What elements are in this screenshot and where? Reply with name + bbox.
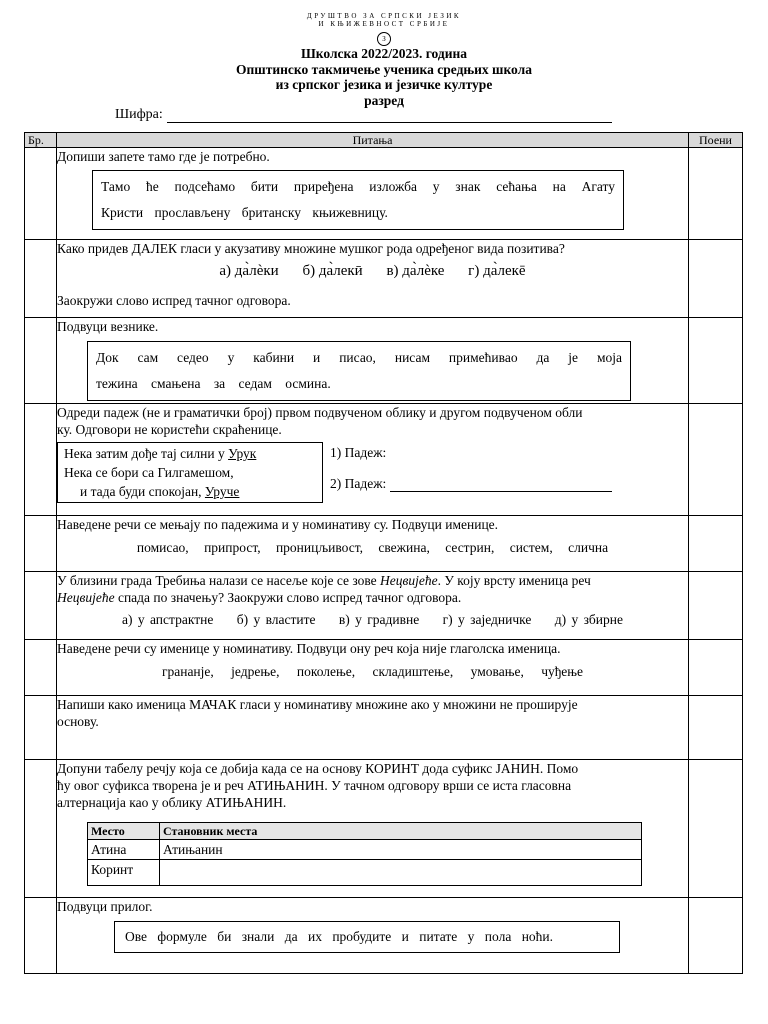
q7-prompt: Наведене речи су именице у номинативу. Подвуци ону реч која није глаголска именица. <box>57 641 561 656</box>
question-row-3 <box>25 318 743 404</box>
q9-row1-resident: Атињанин <box>160 840 642 860</box>
points-cell[interactable] <box>689 240 743 318</box>
q4-answer1-label: 1) Падеж: <box>330 445 387 460</box>
number-cell <box>25 516 57 572</box>
points-cell[interactable] <box>689 760 743 898</box>
q9-prompt-line3: алтернација као у облику АТИЊАНИН. <box>57 795 287 810</box>
title-school-year: Школска 2022/2023. година <box>300 46 468 61</box>
q2-options <box>57 263 688 280</box>
q8-prompt-line2: основу. <box>57 714 99 729</box>
q7-word[interactable]: складиштење, <box>372 664 454 679</box>
points-cell[interactable] <box>689 898 743 974</box>
q4-answer2-label: 2) Падеж: <box>330 476 387 491</box>
question-cell-2 <box>57 240 689 318</box>
q5-word[interactable]: помисао, <box>136 540 189 555</box>
question-row-7 <box>25 640 743 696</box>
q4-verse1: Нека затим дође тај силни у <box>64 446 229 461</box>
q6-prompt-text: спада по значењу? Заокружи слово испред тачног одговора. <box>114 590 462 605</box>
q6-prompt-text: . У коју врсту именица реч <box>437 573 591 588</box>
col-header-questions: Питања <box>57 133 689 148</box>
title-grade: разред <box>364 92 404 108</box>
q2-note: Заокружи слово испред тачног одговора. <box>57 293 291 308</box>
q3-prompt: Подвуци везнике. <box>57 319 159 334</box>
q6-option-b[interactable]: б) у властите <box>236 612 316 627</box>
q3-box-line2: тежина смањена за седам осмина. <box>96 376 331 391</box>
code-line <box>115 107 612 123</box>
q6-prompt-line1 <box>57 572 688 589</box>
question-cell-10 <box>57 898 689 974</box>
number-cell <box>25 760 57 898</box>
page-header <box>0 12 768 108</box>
q10-text-box[interactable] <box>114 921 620 953</box>
q6-place-name: Нецвијеће <box>57 590 115 605</box>
q6-option-c[interactable]: в) у градивне <box>338 612 420 627</box>
question-row-6 <box>25 572 743 640</box>
q2-prompt: Како придев ДАЛЕК гласи у акузативу множине мушког рода одређеног вида позитива? <box>57 241 565 256</box>
question-row-4 <box>25 404 743 516</box>
q6-options <box>57 611 688 628</box>
points-cell[interactable] <box>689 404 743 516</box>
q2-option-d[interactable]: г) да̀лекē <box>468 263 526 279</box>
q9-row2-place: Коринт <box>88 860 160 886</box>
number-cell <box>25 404 57 516</box>
q1-prompt: Допиши запете тамо где је потребно. <box>57 149 270 164</box>
q1-box-line2: Кристи прослављену британску књижевницу. <box>101 205 388 220</box>
question-cell-5 <box>57 516 689 572</box>
question-row-9 <box>25 760 743 898</box>
code-blank[interactable] <box>167 109 612 123</box>
q7-word[interactable]: грананје, <box>161 664 214 679</box>
q4-prompt-line1: Одреди падеж (не и граматички број) првом подвученом облику и другом подвученом обли <box>57 405 583 420</box>
q5-word[interactable]: систем, <box>509 540 553 555</box>
q9-row1-place: Атина <box>88 840 160 860</box>
q7-word[interactable]: поколење, <box>296 664 356 679</box>
number-cell <box>25 640 57 696</box>
question-row-2 <box>25 240 743 318</box>
q9-place-table <box>87 822 642 886</box>
title-subject: из српског језика и језичке културе <box>275 77 493 92</box>
q6-option-e[interactable]: д) у збирне <box>554 612 623 627</box>
question-cell-1 <box>57 148 689 240</box>
q4-verse-box <box>57 442 323 503</box>
question-cell-7 <box>57 640 689 696</box>
number-cell <box>25 148 57 240</box>
question-cell-4 <box>57 404 689 516</box>
code-label: Шифра: <box>115 107 163 122</box>
col-header-number: Бр. <box>25 133 57 148</box>
society-name-line1: ДРУШТВО ЗА СРПСКИ ЈЕЗИК <box>306 12 462 20</box>
number-cell <box>25 572 57 640</box>
q2-option-a[interactable]: а) да̀лѐки <box>219 263 279 279</box>
number-cell <box>25 898 57 974</box>
q5-word-list <box>57 539 688 556</box>
points-cell[interactable] <box>689 640 743 696</box>
q5-word[interactable]: проницљивост, <box>275 540 364 555</box>
q6-place-name: Нецвијеће <box>380 573 438 588</box>
q5-word[interactable]: сестрин, <box>445 540 495 555</box>
q5-word[interactable]: свежина, <box>378 540 430 555</box>
q6-prompt-line2 <box>57 589 688 606</box>
q8-prompt-line1: Напиши како именица МАЧАК гласи у номинативу множине ако у множини не проширује <box>57 697 578 712</box>
points-cell[interactable] <box>689 696 743 760</box>
q9-prompt-line2: ћу овог суфикса творена је и реч АТИЊАНИН. У тачном одговору врши се иста гласовна <box>57 778 572 793</box>
q7-word[interactable]: чуђење <box>541 664 584 679</box>
question-cell-8 <box>57 696 689 760</box>
q9-col-place: Место <box>88 823 160 840</box>
q4-answer2-blank[interactable] <box>390 479 612 492</box>
q2-option-c[interactable]: в) да̀лѐке <box>386 263 445 279</box>
points-cell[interactable] <box>689 572 743 640</box>
q4-verse2: Нека се бори са Гилгамешом, <box>64 465 234 480</box>
q7-word-list <box>57 663 688 680</box>
question-row-5 <box>25 516 743 572</box>
q5-word[interactable]: слична <box>568 540 609 555</box>
question-cell-9 <box>57 760 689 898</box>
q6-option-d[interactable]: г) у заједничке <box>442 612 532 627</box>
q10-prompt: Подвуци прилог. <box>57 899 153 914</box>
question-row-1 <box>25 148 743 240</box>
q9-answer-cell[interactable] <box>160 860 642 886</box>
q6-option-a[interactable]: а) у апстрактне <box>122 612 214 627</box>
q3-box-line1: Док сам седео у кабини и писао, нисам примећивао да је моја <box>96 350 622 365</box>
points-cell[interactable] <box>689 318 743 404</box>
q10-box-line: Ове формуле би знали да их пробудите и питате у пола ноћи. <box>125 929 554 944</box>
questions-table <box>24 132 743 974</box>
number-cell <box>25 696 57 760</box>
question-cell-6 <box>57 572 689 640</box>
q4-answer1 <box>330 444 612 461</box>
q5-prompt: Наведене речи се мењају по падежима и у номинативу су. Подвуци именице. <box>57 517 499 532</box>
q5-word[interactable]: припрост, <box>204 540 261 555</box>
question-row-8 <box>25 696 743 760</box>
q4-underlined-form2: Уруче <box>204 484 240 499</box>
title-competition: Општинско такмичење ученика средњих школа <box>236 61 532 77</box>
number-cell <box>25 240 57 318</box>
q4-verse3: и тада буди спокојан, <box>80 484 205 499</box>
q3-text-box[interactable] <box>87 341 631 401</box>
society-name-line2: И КЊИЖЕВНОСТ СРБИЈЕ <box>318 20 450 28</box>
q1-text-box[interactable] <box>92 170 624 230</box>
q7-word[interactable]: умовање, <box>470 664 524 679</box>
question-cell-3 <box>57 318 689 404</box>
q6-prompt-text: У близини града Требиња налази се насеље које се зове <box>57 573 381 588</box>
q4-prompt-line2: ку. Одговори не користећи скраћенице. <box>57 422 282 437</box>
q7-word[interactable]: једрење, <box>231 664 280 679</box>
society-logo-icon: З <box>377 32 391 46</box>
col-header-points: Поени <box>689 133 743 148</box>
q4-answer2 <box>330 475 612 492</box>
q4-underlined-form1: Урук <box>228 446 257 461</box>
q2-option-b[interactable]: б) да̀лекӣ <box>302 263 363 279</box>
points-cell[interactable] <box>689 148 743 240</box>
number-cell <box>25 318 57 404</box>
q9-col-resident: Становник места <box>160 823 642 840</box>
question-row-10 <box>25 898 743 974</box>
q9-prompt-line1: Допуни табелу речју која се добија када се на основу КОРИНТ дода суфикс ЈАНИН. Помо <box>57 761 579 776</box>
q1-box-line1: Тамо ће подсећамо бити приређена изложба у знак сећања на Агату <box>101 179 615 194</box>
points-cell[interactable] <box>689 516 743 572</box>
